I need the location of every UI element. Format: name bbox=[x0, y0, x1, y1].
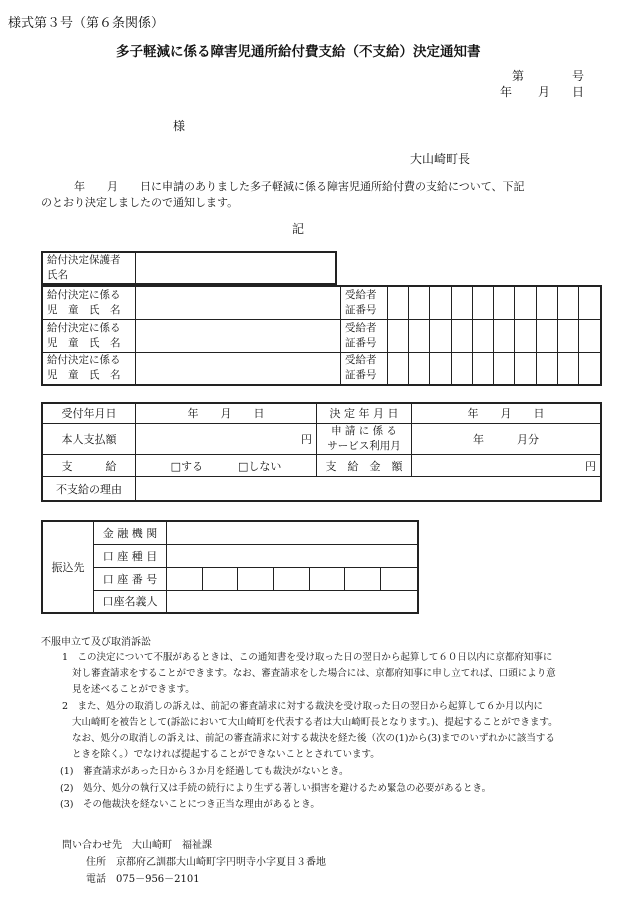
note-2-line-b: 大山崎町を被告として(訴訟において大山崎町を代表する者は大山崎町長となります。)、提起することができます。 bbox=[72, 717, 558, 728]
payment-amount-label: 支 給 金 額 bbox=[317, 455, 412, 477]
cert-digit[interactable] bbox=[430, 286, 451, 319]
self-pay-field[interactable]: 円 bbox=[136, 423, 317, 454]
number-dai: 第 bbox=[512, 69, 525, 83]
cert-digit[interactable] bbox=[388, 352, 409, 385]
guardian-table bbox=[41, 251, 337, 285]
form-number: 様式第３号（第６条関係） bbox=[8, 16, 165, 31]
cert-label: 受給者 証番号 bbox=[341, 286, 388, 319]
account-digit[interactable] bbox=[167, 567, 203, 590]
sub-note-1: (1) 審査請求があった日から３か月を経過しても裁決がないとき。 bbox=[60, 766, 349, 777]
cert-digit[interactable] bbox=[472, 352, 493, 385]
payment-options bbox=[136, 455, 317, 477]
decision-date-field[interactable]: 年 月 日 bbox=[412, 403, 602, 423]
option-no-checkbox[interactable]: □しない bbox=[238, 459, 282, 473]
child-label: 給付決定に係る 児 童 氏 名 bbox=[42, 319, 136, 352]
number-go: 号 bbox=[572, 69, 585, 83]
note-2-line-d: ときを除く。）でなければ提起することができないこととされています。 bbox=[72, 749, 380, 760]
guardian-label: 給付決定保護者 氏名 bbox=[42, 252, 136, 284]
cert-digit[interactable] bbox=[515, 352, 536, 385]
cert-label: 受給者 証番号 bbox=[341, 352, 388, 385]
transfer-table bbox=[41, 520, 419, 614]
account-type-field[interactable] bbox=[167, 544, 419, 567]
cert-digit[interactable] bbox=[494, 319, 515, 352]
cert-digit[interactable] bbox=[557, 319, 578, 352]
account-digit[interactable] bbox=[273, 567, 309, 590]
cert-digit[interactable] bbox=[430, 352, 451, 385]
sub-note-2: (2) 処分、処分の執行又は手続の続行により生ずる著しい損害を避けるため緊急の必要があるとき。 bbox=[60, 783, 492, 794]
receipt-date-label: 受付年月日 bbox=[42, 403, 136, 423]
body-line-1: 年 月 日に申請のありました多子軽減に係る障害児通所給付費の支給について、下記 bbox=[74, 180, 525, 193]
cert-digit[interactable] bbox=[472, 319, 493, 352]
cert-digit[interactable] bbox=[578, 286, 601, 319]
child-name-field[interactable] bbox=[136, 352, 341, 385]
cert-digit[interactable] bbox=[578, 319, 601, 352]
cert-digit[interactable] bbox=[494, 286, 515, 319]
cert-digit[interactable] bbox=[557, 352, 578, 385]
child-label: 給付決定に係る 児 童 氏 名 bbox=[42, 352, 136, 385]
contact-line-1: 問い合わせ先 大山崎町 福祉課 bbox=[62, 840, 212, 851]
notes-heading: 不服申立て及び取消訴訟 bbox=[41, 637, 151, 648]
cert-digit[interactable] bbox=[578, 352, 601, 385]
child-label: 給付決定に係る 児 童 氏 名 bbox=[42, 286, 136, 319]
child-row bbox=[42, 286, 601, 319]
cert-digit[interactable] bbox=[557, 286, 578, 319]
cert-digit[interactable] bbox=[388, 319, 409, 352]
account-name-field[interactable] bbox=[167, 590, 419, 613]
date-year: 年 bbox=[500, 85, 513, 99]
contact-phone: 電話 075－956－2101 bbox=[86, 874, 200, 885]
guardian-name-field[interactable] bbox=[136, 252, 337, 284]
issuer: 大山崎町長 bbox=[410, 152, 471, 166]
child-name-field[interactable] bbox=[136, 319, 341, 352]
contact-address: 住所 京都府乙訓郡大山崎町字円明寺小字夏目３番地 bbox=[86, 857, 326, 868]
cert-digit[interactable] bbox=[430, 319, 451, 352]
child-table bbox=[41, 285, 602, 386]
decision-table bbox=[41, 402, 602, 502]
cert-digit[interactable] bbox=[494, 352, 515, 385]
cert-digit[interactable] bbox=[515, 319, 536, 352]
account-type-label: 口 座 種 目 bbox=[94, 544, 167, 567]
service-month-label: 申 請 に 係 る サービス利用月 bbox=[317, 423, 412, 454]
account-no-label: 口 座 番 号 bbox=[94, 567, 167, 590]
account-digit[interactable] bbox=[380, 567, 418, 590]
account-digit[interactable] bbox=[202, 567, 238, 590]
bank-label: 金 融 機 関 bbox=[94, 521, 167, 544]
cert-digit[interactable] bbox=[515, 286, 536, 319]
account-name-label: 口座名義人 bbox=[94, 590, 167, 613]
decision-date-label: 決 定 年 月 日 bbox=[317, 403, 412, 423]
cert-digit[interactable] bbox=[536, 319, 557, 352]
cert-digit[interactable] bbox=[451, 286, 472, 319]
receipt-date-field[interactable]: 年 月 日 bbox=[136, 403, 317, 423]
account-digit[interactable] bbox=[238, 567, 274, 590]
child-row bbox=[42, 319, 601, 352]
ki-label: 記 bbox=[292, 222, 305, 236]
child-row bbox=[42, 352, 601, 385]
service-month-field[interactable]: 年 月分 bbox=[412, 423, 602, 454]
cert-digit[interactable] bbox=[536, 352, 557, 385]
cert-digit[interactable] bbox=[409, 286, 430, 319]
cert-digit[interactable] bbox=[409, 319, 430, 352]
transfer-group-label: 振込先 bbox=[42, 521, 94, 613]
account-digit[interactable] bbox=[345, 567, 381, 590]
reason-field[interactable] bbox=[136, 477, 602, 501]
note-1-line-b: 対し審査請求をすることができます。なお、審査請求をした場合には、京都府知事に申し立てれば、口頭により意 bbox=[72, 668, 556, 679]
cert-digit[interactable] bbox=[388, 286, 409, 319]
reason-label: 不支給の理由 bbox=[42, 477, 136, 501]
payment-label: 支 給 bbox=[42, 455, 136, 477]
cert-digit[interactable] bbox=[451, 352, 472, 385]
note-1-line-c: 見を述べることができます。 bbox=[72, 684, 195, 695]
cert-digit[interactable] bbox=[472, 286, 493, 319]
sub-note-3: (3) その他裁決を経ないことにつき正当な理由があるとき。 bbox=[60, 799, 320, 810]
child-name-field[interactable] bbox=[136, 286, 341, 319]
addressee-suffix: 様 bbox=[173, 119, 186, 133]
cert-digit[interactable] bbox=[451, 319, 472, 352]
bank-field[interactable] bbox=[167, 521, 419, 544]
cert-digit[interactable] bbox=[536, 286, 557, 319]
note-1-line-a: 1 この決定について不服があるときは、この通知書を受け取った日の翌日から起算して６０日以内に京都府知事に bbox=[62, 652, 553, 663]
option-yes-checkbox[interactable]: □する bbox=[170, 459, 203, 473]
date-month: 月 bbox=[538, 85, 551, 99]
payment-amount-field[interactable]: 円 bbox=[412, 455, 602, 477]
date-day: 日 bbox=[572, 85, 585, 99]
body-line-2: のとおり決定しましたので通知します。 bbox=[41, 196, 239, 209]
account-digit[interactable] bbox=[309, 567, 345, 590]
cert-label: 受給者 証番号 bbox=[341, 319, 388, 352]
self-pay-label: 本人支払額 bbox=[42, 423, 136, 454]
note-2-line-a: 2 また、処分の取消しの訴えは、前記の審査請求に対する裁決を受け取った日の翌日から起算して６か月以内に bbox=[62, 701, 544, 712]
document-title: 多子軽減に係る障害児通所給付費支給（不支給）決定通知書 bbox=[116, 44, 481, 60]
note-2-line-c: なお、処分の取消しの訴えは、前記の審査請求に対する裁決を経た後（次の(1)から(3)までのいずれかに該当する bbox=[72, 733, 555, 744]
cert-digit[interactable] bbox=[409, 352, 430, 385]
